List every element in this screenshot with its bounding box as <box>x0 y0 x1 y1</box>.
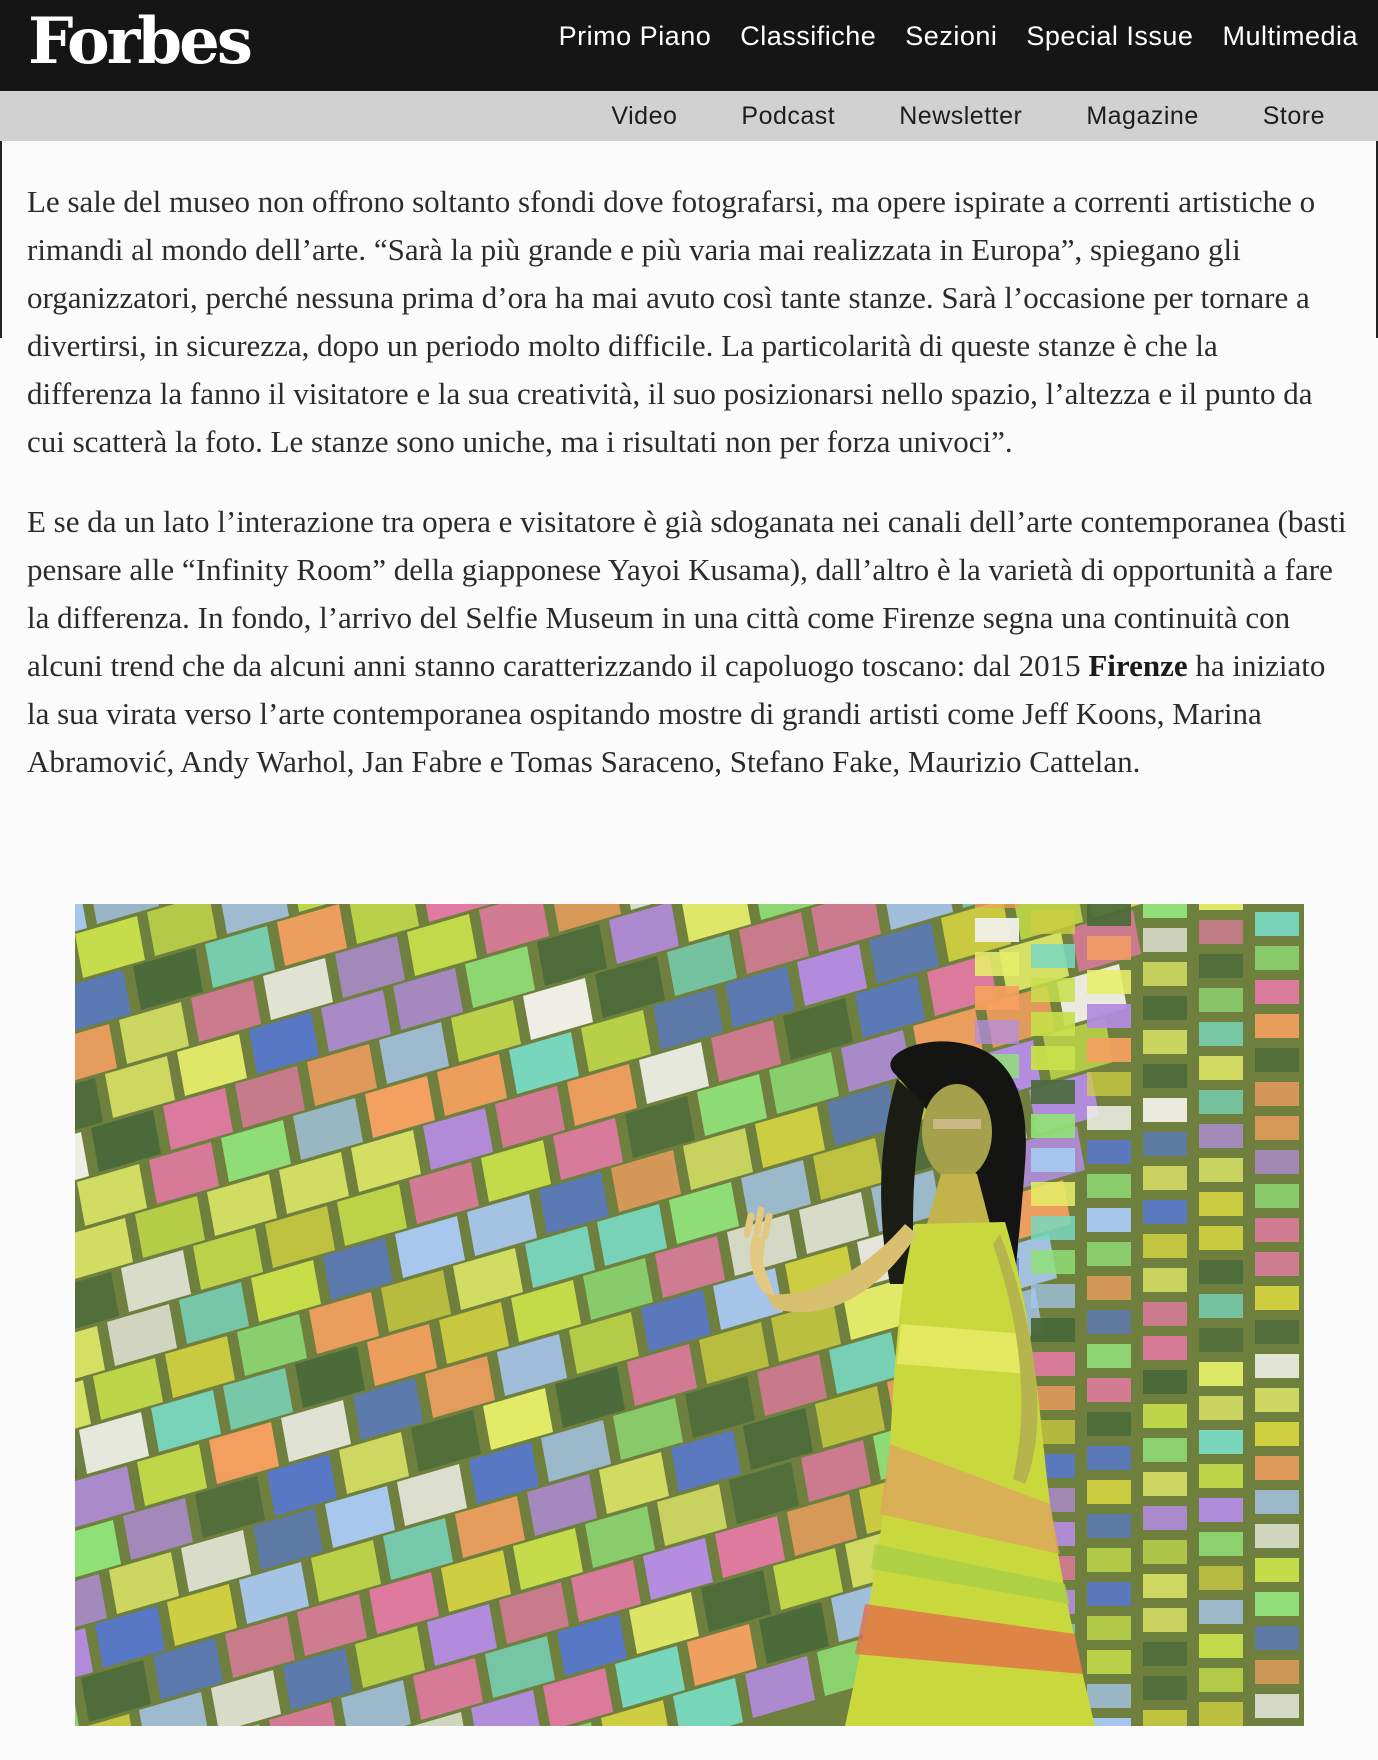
mosaic-tile <box>1199 1634 1243 1658</box>
mosaic-tile <box>1199 954 1243 978</box>
site-header <box>0 0 1378 91</box>
mosaic-tile <box>1143 904 1187 918</box>
mosaic-tile <box>1031 910 1075 934</box>
mosaic-tile <box>1255 1320 1299 1344</box>
mosaic-tile <box>1199 1294 1243 1318</box>
mosaic-tile <box>1087 1344 1131 1368</box>
mosaic-tile <box>1087 936 1131 960</box>
mosaic-tile <box>1255 1660 1299 1684</box>
mosaic-tile <box>1143 928 1187 952</box>
mosaic-tile <box>1143 1506 1187 1530</box>
mosaic-tile <box>1255 1048 1299 1072</box>
mosaic-tile <box>1255 1456 1299 1480</box>
mosaic-tile <box>1143 962 1187 986</box>
mosaic-tile <box>1199 1566 1243 1590</box>
mosaic-tile <box>1143 996 1187 1020</box>
mosaic-tile <box>1087 1276 1131 1300</box>
mosaic-tile <box>1143 1642 1187 1666</box>
subnav-item-store[interactable]: Store <box>1262 102 1325 130</box>
mosaic-tile <box>1087 970 1131 994</box>
mosaic-tile <box>1255 1524 1299 1548</box>
mosaic-tile <box>1143 1098 1187 1122</box>
nav-item-classifiche[interactable]: Classifiche <box>740 21 877 51</box>
mosaic-tile <box>1255 1014 1299 1038</box>
mosaic-tile <box>1199 920 1243 944</box>
article-paragraph-1: Le sale del museo non offrono soltanto sfondi dove fotografarsi, ma opere ispirate a correnti artistiche o rimandi al mondo dell’arte. “Sarà la più grande e più varia mai realizzata in Europa”, spiegano gli organizzatori, perché nessuna prima d’ora ha mai avuto così tante stanze. Sarà l’occasione per tornare a divertirsi, in sicurezza, dopo un periodo molto difficile. La particolarità di queste stanze è che la differenza la fanno il visitatore e la sua creatività, il suo posizionarsi nello spazio, l’altezza e il punto da cui scatterà la foto. Le stanze sono uniche, ma i risultati non per forza univoci”. <box>27 184 1316 459</box>
mosaic-tile <box>1255 1082 1299 1106</box>
mosaic-tile <box>1087 1446 1131 1470</box>
mosaic-tile <box>1199 1328 1243 1352</box>
mosaic-tile <box>975 918 1019 942</box>
mosaic-tile <box>1143 1132 1187 1156</box>
mosaic-tile <box>1143 1064 1187 1088</box>
mosaic-tile <box>1087 1650 1131 1674</box>
mosaic-tile <box>1087 1514 1131 1538</box>
mosaic-tile <box>1031 1250 1075 1274</box>
secondary-nav-bar <box>0 91 1378 141</box>
mosaic-tile <box>1031 1148 1075 1172</box>
mosaic-tile <box>1031 1046 1075 1070</box>
mosaic-tile <box>1255 1252 1299 1276</box>
mosaic-tile <box>1255 946 1299 970</box>
mosaic-tile <box>1143 1030 1187 1054</box>
nav-item-special-issue[interactable]: Special Issue <box>1026 21 1194 51</box>
mosaic-tile <box>1255 1694 1299 1718</box>
mosaic-tile <box>1087 1072 1131 1096</box>
mosaic-tile <box>1255 1286 1299 1310</box>
mosaic-tile <box>1143 1234 1187 1258</box>
mosaic-tile <box>1031 1352 1075 1376</box>
mosaic-tile <box>1143 1608 1187 1632</box>
paragraph-2-text-a: E se da un lato l’interazione tra opera e visitatore è già sdoganata nei canali dell’arte contemporanea (basti pensare alle “Infinity Room” della giapponese Yayoi Kusama), dall’altro è la varietà di opportunità a fare la differenza. In fondo, l’arrivo del Selfie Museum in una città come Firenze segna una continuità con alcuni trend che da alcuni anni stanno caratterizzando il capoluogo toscano: dal 2015 <box>27 504 1347 683</box>
firenze-bold-link[interactable]: Firenze <box>1088 648 1188 683</box>
mosaic-tile <box>1087 1616 1131 1640</box>
article-body <box>27 178 1349 818</box>
mosaic-tile <box>1199 1022 1243 1046</box>
mosaic-tile <box>1143 1574 1187 1598</box>
mosaic-tile <box>1199 1260 1243 1284</box>
mosaic-tile <box>1031 1182 1075 1206</box>
mosaic-tile <box>1087 1480 1131 1504</box>
mosaic-tile <box>1199 1498 1243 1522</box>
mosaic-tile <box>1031 1012 1075 1036</box>
main-nav <box>559 16 1358 56</box>
mosaic-tile <box>1255 912 1299 936</box>
mosaic-tile <box>1087 1378 1131 1402</box>
mosaic-tile <box>1255 1422 1299 1446</box>
mosaic-tile <box>975 986 1019 1010</box>
mosaic-tile <box>1199 1430 1243 1454</box>
mosaic-tile <box>1143 1472 1187 1496</box>
mosaic-tile <box>1087 1208 1131 1232</box>
mosaic-tile <box>1031 1318 1075 1342</box>
paragraph-2-text-b: ha iniziato la sua virata verso l’arte contemporanea ospitando mostre di grandi artisti come Jeff Koons, Marina Abramović, Andy Warhol, Jan Fabre e Tomas Saraceno, Stefano Fake, Maurizio Cattelan. <box>27 648 1326 779</box>
mosaic-tile <box>1143 1710 1187 1726</box>
mosaic-tile <box>1199 1600 1243 1624</box>
mosaic-tile <box>1199 1226 1243 1250</box>
mosaic-tile <box>1199 1532 1243 1556</box>
mosaic-tile <box>1255 1558 1299 1582</box>
mosaic-tile <box>1143 1370 1187 1394</box>
mosaic-tile <box>1255 1116 1299 1140</box>
mosaic-tile <box>1199 1396 1243 1420</box>
mosaic-tile <box>1199 1464 1243 1488</box>
mosaic-tile <box>1143 1166 1187 1190</box>
mosaic-tile <box>1087 1038 1131 1062</box>
subnav-item-newsletter[interactable]: Newsletter <box>899 102 1023 130</box>
mosaic-tile <box>1255 1490 1299 1514</box>
mosaic-tile <box>1143 1268 1187 1292</box>
page-border-left <box>0 141 2 338</box>
mosaic-tile <box>1087 1548 1131 1572</box>
mosaic-tile <box>1199 904 1243 910</box>
mosaic-tile <box>1255 1388 1299 1412</box>
mosaic-tile <box>1087 1412 1131 1436</box>
mosaic-tile <box>1143 1404 1187 1428</box>
mosaic-tile <box>1087 1174 1131 1198</box>
mosaic-tile <box>1143 1336 1187 1360</box>
mosaic-tile <box>1087 1004 1131 1028</box>
mosaic-tile <box>1031 1216 1075 1240</box>
mosaic-tile <box>1255 1184 1299 1208</box>
mosaic-tile <box>1143 1302 1187 1326</box>
mosaic-photo-illustration <box>75 904 1304 1726</box>
mosaic-tile <box>975 1020 1019 1044</box>
mosaic-tile <box>1199 1158 1243 1182</box>
mosaic-tile <box>1087 1684 1131 1708</box>
mosaic-tile <box>1255 1626 1299 1650</box>
secondary-nav <box>611 91 1325 141</box>
nav-item-multimedia[interactable]: Multimedia <box>1222 21 1358 51</box>
mosaic-tile <box>1087 1106 1131 1130</box>
mosaic-tile <box>975 904 1019 908</box>
mosaic-tile <box>75 1682 79 1726</box>
mosaic-tile <box>1143 1200 1187 1224</box>
mosaic-tile <box>1199 1056 1243 1080</box>
mosaic-tile <box>1199 1124 1243 1148</box>
mosaic-tile <box>1255 980 1299 1004</box>
mosaic-tile <box>1199 1192 1243 1216</box>
mosaic-tile <box>1255 1354 1299 1378</box>
nav-item-sezioni[interactable]: Sezioni <box>905 21 998 51</box>
mosaic-tile <box>1031 1114 1075 1138</box>
article-photo <box>75 904 1304 1726</box>
mosaic-tile <box>1199 1668 1243 1692</box>
mosaic-tile <box>1199 988 1243 1012</box>
mosaic-tile <box>1199 1362 1243 1386</box>
nav-item-primo-piano[interactable]: Primo Piano <box>558 21 712 51</box>
mosaic-tile <box>1087 1242 1131 1266</box>
mosaic-tile <box>1031 978 1075 1002</box>
forbes-logo[interactable]: Forbes <box>28 4 250 79</box>
mosaic-tile <box>1143 1438 1187 1462</box>
mosaic-tile <box>1143 1540 1187 1564</box>
mosaic-tile <box>1087 1140 1131 1164</box>
mosaic-tile <box>1143 1676 1187 1700</box>
mosaic-tile <box>975 952 1019 976</box>
mosaic-tile <box>1087 1310 1131 1334</box>
mosaic-tile <box>1031 1080 1075 1104</box>
subnav-item-magazine[interactable]: Magazine <box>1086 102 1199 130</box>
mosaic-tile <box>1199 1702 1243 1726</box>
mosaic-tile <box>1087 1582 1131 1606</box>
subnav-item-video[interactable]: Video <box>611 102 678 130</box>
mosaic-tile <box>1255 1592 1299 1616</box>
mosaic-tile <box>1087 904 1131 926</box>
mosaic-tile <box>1255 1218 1299 1242</box>
mosaic-tile <box>1199 1090 1243 1114</box>
mosaic-tile <box>1031 944 1075 968</box>
subnav-item-podcast[interactable]: Podcast <box>741 102 836 130</box>
mosaic-tile <box>1031 1284 1075 1308</box>
article-paragraph-2 <box>27 498 1349 786</box>
mosaic-tile <box>1255 1150 1299 1174</box>
